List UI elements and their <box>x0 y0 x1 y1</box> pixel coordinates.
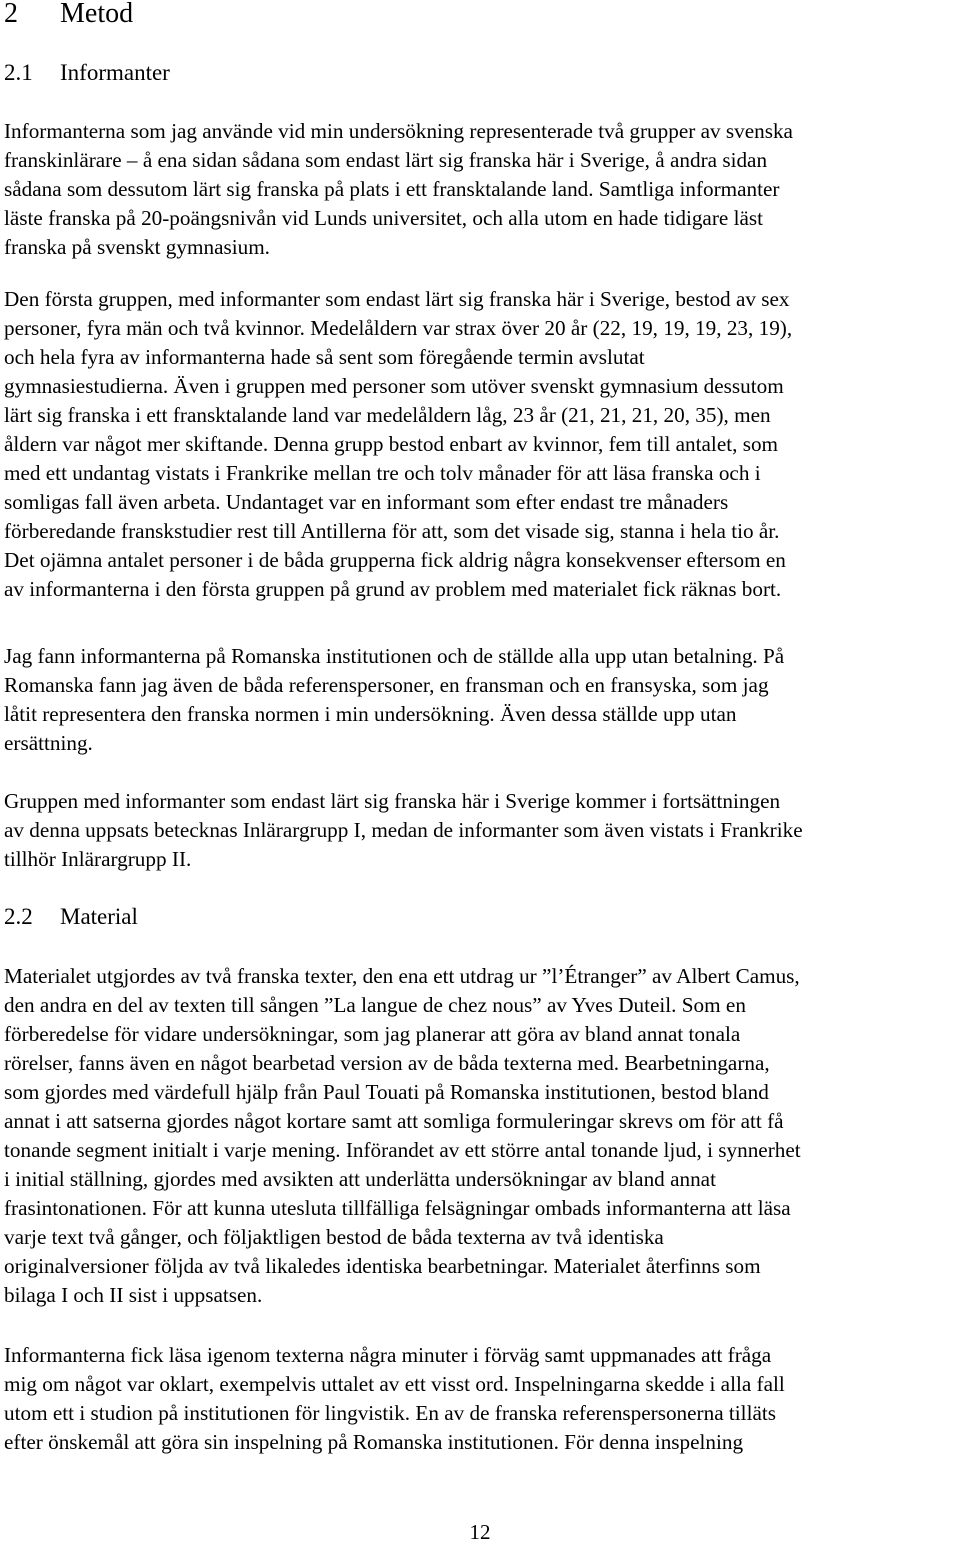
text-line: förberedande franskstudier rest till Antillerna för att, som det visade sig, stanna i hela tio år. <box>4 519 780 543</box>
section-title: Metod <box>60 0 134 29</box>
text-line: annat i att satserna gjordes något kortare samt att somliga formuleringar skrevs om för att få <box>4 1109 784 1133</box>
text-line: gymnasiestudierna. Även i gruppen med personer som utöver svenskt gymnasium dessutom <box>4 374 784 398</box>
text-line: varje text två gånger, och följaktligen bestod de båda texterna av två identiska <box>4 1225 664 1249</box>
text-line: låtit representera den franska normen i min undersökning. Även dessa ställde upp utan <box>4 702 737 726</box>
section-heading-material <box>4 902 138 932</box>
text-line: somligas fall även arbeta. Undantaget var en informant som efter endast tre månaders <box>4 490 729 514</box>
text-line: lärt sig franska i ett fransktalande land var medelåldern låg, 23 år (21, 21, 21, 20, 35), men <box>4 403 771 427</box>
section-number: 2.2 <box>4 904 33 929</box>
text-line: sådana som dessutom lärt sig franska på plats i ett fransktalande land. Samtliga informanter <box>4 177 780 201</box>
text-line: originalversioner följda av två likaledes identiska bearbetningar. Materialet återfinns som <box>4 1254 761 1278</box>
text-line: med ett undantag vistats i Frankrike mellan tre och tolv månader för att läsa franska och i <box>4 461 761 485</box>
page-number: 12 <box>469 1520 491 1544</box>
paragraph-recruitment <box>4 642 960 758</box>
paragraph-material-texts <box>4 962 960 1310</box>
text-line: Den första gruppen, med informanter som endast lärt sig franska här i Sverige, bestod av sex <box>4 287 790 311</box>
text-line: tonande segment initialt i varje mening. Införandet av ett större antal tonande ljud, i synnerhet <box>4 1138 801 1162</box>
section-number: 2.1 <box>4 60 33 85</box>
section-heading-informanter <box>4 58 170 88</box>
text-line: Informanterna fick läsa igenom texterna några minuter i förväg samt uppmanades att fråga <box>4 1343 772 1367</box>
text-line: rörelser, fanns även en något bearbetad version av de båda texterna med. Bearbetningarna, <box>4 1051 770 1075</box>
text-line: Gruppen med informanter som endast lärt sig franska här i Sverige kommer i fortsättningen <box>4 789 781 813</box>
section-heading-metod <box>4 0 133 34</box>
text-line: Materialet utgjordes av två franska texter, den ena ett utdrag ur ”l’Étranger” av Albert Camus, <box>4 964 800 988</box>
text-line: läste franska på 20-poängsnivån vid Lunds universitet, och alla utom en hade tidigare läst <box>4 206 764 230</box>
text-line: av denna uppsats betecknas Inlärargrupp I, medan de informanter som även vistats i Frankrike <box>4 818 803 842</box>
text-line: franska på svenskt gymnasium. <box>4 235 270 259</box>
text-line: i initial ställning, gjordes med avsikten att underlätta undersökningar av bland annat <box>4 1167 716 1191</box>
section-title: Informanter <box>60 60 170 85</box>
text-line: Informanterna som jag använde vid min undersökning representerade två grupper av svenska <box>4 119 793 143</box>
text-line: förberedelse för vidare undersökningar, som jag planerar att göra av bland annat tonala <box>4 1022 741 1046</box>
text-line: Romanska fann jag även de båda referenspersoner, en fransman och en fransyska, som jag <box>4 673 769 697</box>
text-line: bilaga I och II sist i uppsatsen. <box>4 1283 263 1307</box>
text-line: personer, fyra män och två kvinnor. Medelåldern var strax över 20 år (22, 19, 19, 19, 23, 19), <box>4 316 793 340</box>
text-line: Jag fann informanterna på Romanska institutionen och de ställde alla upp utan betalning. På <box>4 644 785 668</box>
paragraph-informant-groups <box>4 117 960 262</box>
text-line: utom ett i studion på institutionen för lingvistik. En av de franska referenspersonerna tilläts <box>4 1401 776 1425</box>
text-line: ersättning. <box>4 731 93 755</box>
paragraph-group-names <box>4 787 960 874</box>
text-line: frasintonationen. För att kunna utesluta tillfälliga felsägningar ombads informanterna att läsa <box>4 1196 791 1220</box>
text-line: den andra en del av texten till sången ”La langue de chez nous” av Yves Duteil. Som en <box>4 993 746 1017</box>
section-number: 2 <box>4 0 18 29</box>
text-line: franskinlärare – å ena sidan sådana som endast lärt sig franska här i Sverige, å andra sidan <box>4 148 768 172</box>
text-line: Det ojämna antalet personer i de båda grupperna fick aldrig några konsekvenser eftersom en <box>4 548 786 572</box>
text-line: tillhör Inlärargrupp II. <box>4 847 192 871</box>
section-title: Material <box>60 904 138 929</box>
text-line: av informanterna i den första gruppen på grund av problem med materialet fick räknas bort. <box>4 577 782 601</box>
text-line: och hela fyra av informanterna hade så sent som föregående termin avslutat <box>4 345 645 369</box>
text-line: efter önskemål att göra sin inspelning på Romanska institutionen. För denna inspelning <box>4 1430 744 1454</box>
text-line: åldern var något mer skiftande. Denna grupp bestod enbart av kvinnor, fem till antalet, som <box>4 432 779 456</box>
text-line: som gjordes med värdefull hjälp från Paul Touati på Romanska institutionen, bestod bland <box>4 1080 769 1104</box>
paragraph-recording <box>4 1341 960 1457</box>
paragraph-first-group <box>4 285 960 604</box>
text-line: mig om något var oklart, exempelvis uttalet av ett visst ord. Inspelningarna skedde i alla fall <box>4 1372 785 1396</box>
